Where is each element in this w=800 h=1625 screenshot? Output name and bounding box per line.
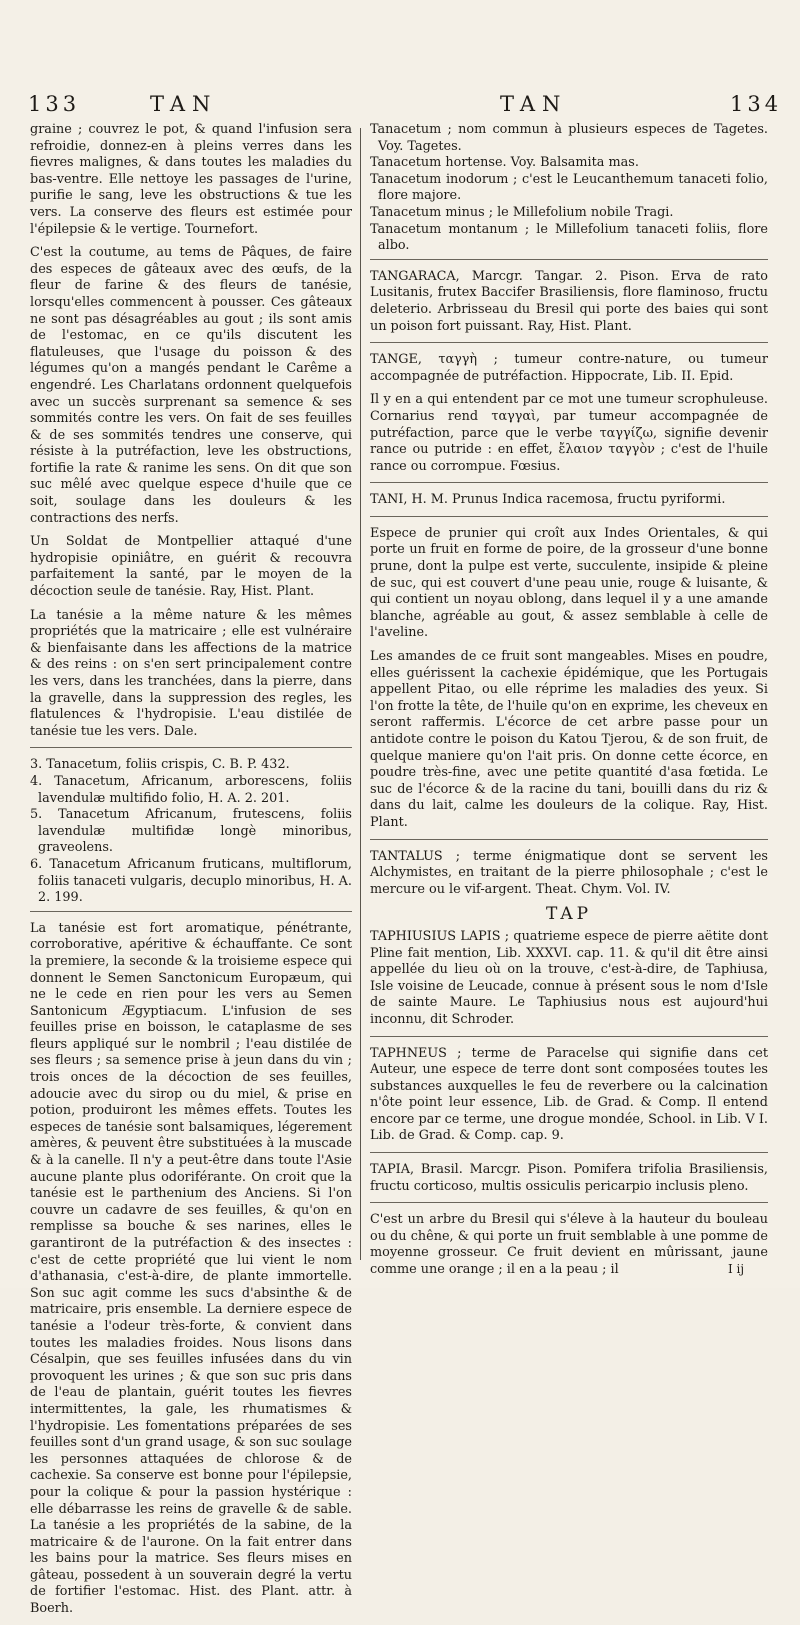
divider — [370, 259, 768, 260]
tanacetum-entry: Tanacetum ; nom commun à plusieurs especes de Tagetes. Voy. Tagetes. — [370, 122, 768, 154]
paragraph: C'est un arbre du Bresil qui s'éleve à la hauteur du bouleau ou du chêne, & qui porte un fruit semblable à une pomme de moyenne grosseur. Ce fruit devient en mûrissant, jaune comme une orange ; il en a la peau ; il — [370, 1212, 768, 1278]
divider — [370, 1152, 768, 1153]
paragraph: La tanésie a la même nature & les mêmes propriétés que la matricaire ; elle est vulnéraire & bienfaisante dans les affections de la matrice & des reins : on s'en sert principalement contre les vers, dans les tranchées, dans la pierre, dans la gravelle, dans la suppression des regles, les flatulences & l'hydropisie. L'eau distilée de tanésie tue les vers. Dale. — [30, 607, 352, 739]
divider — [370, 1202, 768, 1203]
paragraph: Un Soldat de Montpellier attaqué d'une hydropisie opiniâtre, en guérit & recouvra parfaitement la santé, par le moyen de la décoction seule de tanésie. Ray, Hist. Plant. — [30, 534, 352, 600]
entry-tangaraca: TANGARACA, Marcgr. Tangar. 2. Pison. Erva de rato Lusitanis, frutex Baccifer Brasiliensis, flore flaminoso, fructu deleterio. Arbrisseau du Bresil qui porte des baies qui sont un poison fort puissant. Ray, Hist. Plant. — [370, 268, 768, 334]
species-entry: 4. Tanacetum, Africanum, arborescens, foliis lavendulæ multifido folio, H. A. 2. 201. — [30, 773, 352, 806]
tanacetum-entry: Tanacetum minus ; le Millefolium nobile Tragi. — [370, 204, 674, 220]
tanacetum-entry: Tanacetum hortense. Voy. Balsamita mas. — [370, 155, 639, 171]
left-running-head: TAN — [150, 92, 218, 116]
paragraph: La tanésie est fort aromatique, pénétrante, corroborative, apéritive & échauffante. Ce sont la premiere, la seconde & la troisieme espece qui donnent le Semen Sanctonicum Europæum, qui ne le cede en rien pour les vers au Semen Santonicum Ægyptiacum. L'infusion de ses feuilles prise en boisson, le cataplasme de ses fleurs appliqué sur le nombril ; l'eau distilée de ses fleurs ; sa semence prise à jeun dans du vin ; trois onces de la décoction de ses feuilles, adoucie avec du sirop ou du miel, & prise en potion, produiront les mêmes effets. Toutes les especes de tanésie sont balsamiques, légerement amères, & peuvent être substituées à la muscade & à la canelle. Il n'y a peut-être dans toute l'Asie aucune plante plus odoriférante. On croit que la tanésie est le parthenium des Anciens. Si l'on couvre un cadavre de ses feuilles, & qu'on en remplisse sa bouche & ses narines, elles le garantiront de la putréfaction & des insectes : c'est de cette propriété que lui vient le nom d'athanasia, c'est-à-dire, de plante immortelle. Son suc agit comme les sucs d'absinthe & de matricaire, pris ensemble. La derniere espece de tanésie a l'odeur très-forte, & convient dans toutes les maladies froides. Nous lisons dans Césalpin, que ses feuilles infusées dans du vin provoquent les urines ; & que son suc pris dans de l'eau de plantain, guérit toutes les fievres intermittentes, la gale, les rhumatismes & l'hydropisie. Les fomentations préparées de ses feuilles sont d'un grand usage, & son suc soulage les personnes attaquées de chlorose & de cachexie. Sa conserve est bonne pour l'épilepsie, pour la colique & pour la passion hystérique : elle débarrasse les reins de gravelle & de sable. La tanésie a les propriétés de la sabine, de la matricaire & de l'aurone. On la fait entrer dans les bains pour la matrice. Ses fleurs mises en gâteau, possedent à un souverain degré la vertu de fortifier l'estomac. Hist. des Plant. attr. à Boerh. — [30, 920, 352, 1617]
right-running-head: TAN — [500, 92, 568, 116]
entry-tani: TANI, H. M. Prunus Indica racemosa, fructu pyriformi. — [370, 492, 726, 508]
divider — [370, 482, 768, 483]
divider — [30, 911, 352, 912]
divider — [370, 342, 768, 343]
signature-mark: I ij — [728, 1262, 745, 1276]
paragraph: graine ; couvrez le pot, & quand l'infusion sera refroidie, donnez-en à pleins verres dans les fievres malignes, & dans toutes les maladies du bas-ventre. Elle nettoye les passages de l'urine, purifie le sang, leve les obstructions & tue les vers. La conserve des fleurs est estimée pour l'épilepsie & le vertige. Tournefort. — [30, 122, 352, 237]
right-column — [370, 122, 768, 1286]
entry-tantalus: TANTALUS ; terme énigmatique dont se servent les Alchymistes, en traitant de la pierre philosophale ; c'est le mercure ou le vif-argent. Theat. Chym. Vol. IV. — [370, 848, 768, 897]
divider — [370, 839, 768, 840]
tanacetum-entry: Tanacetum montanum ; le Millefolium tanaceti foliis, flore albo. — [370, 221, 768, 254]
paragraph: Il y en a qui entendent par ce mot une tumeur scrophuleuse. Cornarius rend ταγγαὶ, par tumeur accompagnée de putréfaction, parce que le verbe ταγγίζω, signifie devenir rance ou putride : en effet, ἔλαιον ταγγὸν ; c'est de l'huile rance ou corrompue. Fœsius. — [370, 392, 768, 474]
left-page-number: 133 — [28, 92, 81, 116]
paragraph: C'est la coutume, au tems de Pâques, de faire des especes de gâteaux avec des œufs, de la fleur de farine & des fleurs de tanésie, lorsqu'elles commencent à pousser. Ces gâteaux ne sont pas désagréables au gout ; ils sont amis de l'estomac, en ce qu'ils discutent les flatuleuses, que l'usage du poisson & des légumes qu'on a mangés pendant le Carême a engendré. Les Charlatans ordonnent quelquefois avec un succès surprenant sa semence & ses sommités contre les vers. On fait de ses feuilles & de ses sommités tendres une conserve, qui résiste à la putréfaction, leve les obstructions, fortifie la rate & ranime les sens. On dit que son suc mêlé avec quelque espece d'huile que ce soit, soulage dans les douleurs & les contractions des nerfs. — [30, 245, 352, 526]
species-entry: 6. Tanacetum Africanum fruticans, multiflorum, foliis tanaceti vulgaris, decuplo minoribus, H. A. 2. 199. — [30, 856, 352, 906]
species-entry: 5. Tanacetum Africanum, frutescens, foliis lavendulæ multifidæ longè minoribus, graveolens. — [30, 807, 352, 856]
species-entry: 3. Tanacetum, foliis crispis, C. B. P. 432. — [30, 757, 290, 773]
divider — [30, 747, 352, 748]
right-page-number: 134 — [730, 92, 783, 116]
paragraph: Espece de prunier qui croît aux Indes Orientales, & qui porte un fruit en forme de poire, de la grosseur d'une bonne prune, dont la pulpe est verte, succulente, insipide & pleine de suc, qui est couvert d'une peau unie, rouge & luisante, & qui contient un noyau oblong, dans lequel il y a une amande blanche, agréable au gout, & assez semblable à celle de l'aveline. — [370, 525, 768, 641]
tanacetum-entry: Tanacetum inodorum ; c'est le Leucanthemum tanaceti folio, flore majore. — [370, 171, 768, 204]
entry-tange: TANGE, ταγγὴ ; tumeur contre-nature, ou tumeur accompagnée de putréfaction. Hippocrate, Lib. II. Epid. — [370, 352, 768, 384]
paragraph: Les amandes de ce fruit sont mangeables. Mises en poudre, elles guérissent la cachexie épidémique, que les Portugais appellent Pitao, ou elle réprime les maladies des yeux. Si l'on frotte la tête, de l'huile qu'on en exprime, les cheveux en seront raffermis. L'écorce de cet arbre passe pour un antidote contre le poison du Katou Tjerou, & de son fruit, de quelque maniere qu'on l'ait pris. On donne cette écorce, en poudre très-fine, avec une petite quantité d'asa fœtida. Le suc de l'écorce & de la racine du tani, bouilli dans du riz & dans du lait, calme les douleurs de la colique. Ray, Hist. Plant. — [370, 649, 768, 830]
section-heading: TAP — [545, 904, 593, 925]
left-column — [30, 122, 352, 1625]
entry-taphiusius: TAPHIUSIUS LAPIS ; quatrieme espece de pierre aëtite dont Pline fait mention, Lib. XXXVI. cap. 11. & qu'il dit être ainsi appellée du lieu où on la trouve, c'est-à-dire, de Taphiusa, Isle voisine de Leucade, connue à présent sous le nom d'Isle de sainte Maure. Le Taphiusius nous est aujourd'hui inconnu, dit Schroder. — [370, 928, 768, 1027]
column-divider — [360, 128, 361, 1260]
divider — [370, 1036, 768, 1037]
divider — [370, 516, 768, 517]
entry-tapia: TAPIA, Brasil. Marcgr. Pison. Pomifera trifolia Brasiliensis, fructu corticoso, multis ossiculis pericarpio inclusis pleno. — [370, 1162, 768, 1194]
entry-taphneus: TAPHNEUS ; terme de Paracelse qui signifie dans cet Auteur, une espece de terre dont sont composées toutes les substances auxquelles le feu de reverbere ou la calcination n'ôte point leur essence, Lib. de Grad. & Comp. Il entend encore par ce terme, une drogue mondée, School. in Lib. V I. Lib. de Grad. & Comp. cap. 9. — [370, 1045, 768, 1144]
